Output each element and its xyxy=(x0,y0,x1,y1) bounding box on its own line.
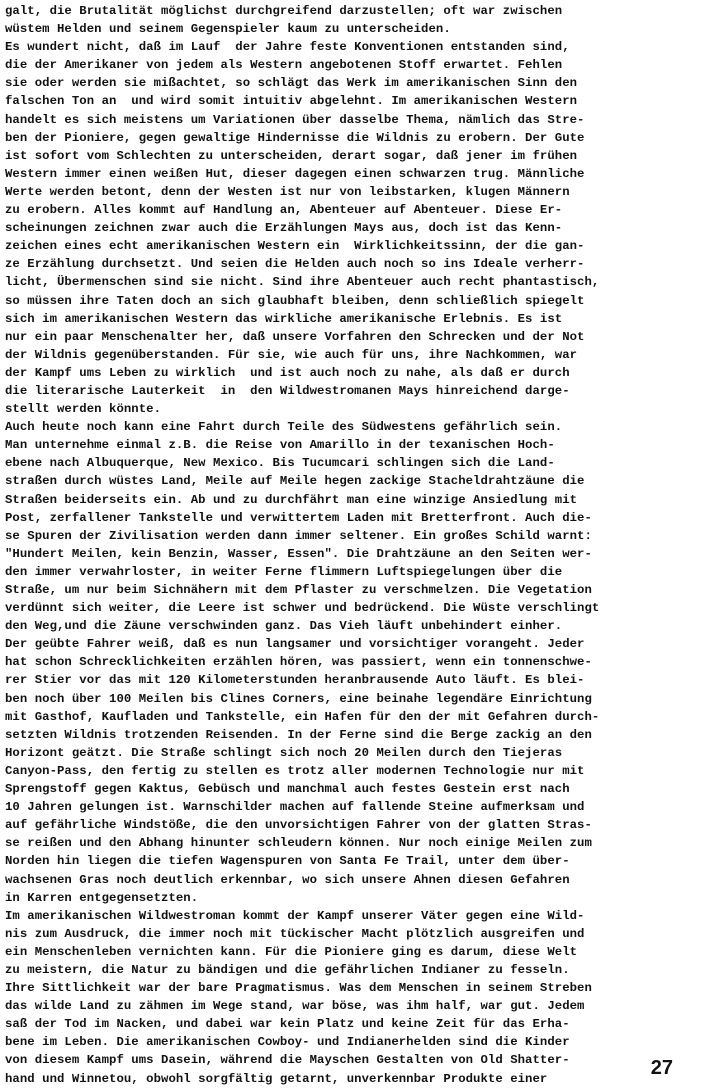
text-line: Der geübte Fahrer weiß, daß es nun langsamer und vorsichtiger vorangeht. Jeder xyxy=(5,637,585,652)
text-line: ze Erzählung durchsetzt. Und seien die Helden auch noch so ins Ideale verherr- xyxy=(5,257,585,272)
text-line: verdünnt sich weiter, die Leere ist schwer und bedrückend. Die Wüste verschlingt xyxy=(5,601,600,616)
text-line: der Wildnis gegenüberstanden. Für sie, wie auch für uns, ihre Nachkommen, war xyxy=(5,347,578,362)
text-line: Horizont geätzt. Die Straße schlingt sich noch 20 Meilen durch den Tiejeras xyxy=(5,745,563,760)
text-line: ebene nach Albuquerque, New Mexico. Bis Tucumcari schlingen sich die Land- xyxy=(5,456,555,471)
text-line: straßen durch wüstes Land, Meile auf Meile hegen zackige Stacheldrahtzäune die xyxy=(5,474,585,489)
text-line: rer Stier vor das mit 120 Kilometerstunden heranbrausende Auto läuft. Es blei- xyxy=(5,673,585,688)
text-line: Man unternehme einmal z.B. die Reise von Amarillo in der texanischen Hoch- xyxy=(5,438,555,453)
text-line: zu meistern, die Natur zu bändigen und die gefährlichen Indianer zu fesseln. xyxy=(5,962,570,977)
text-line: Canyon-Pass, den fertig zu stellen es trotz aller modernen Technologie nur mit xyxy=(5,763,585,778)
text-line: galt, die Brutalität möglichst durchgreifend darzustellen; oft war zwischen xyxy=(5,4,563,18)
text-line: hand und Winnetou, obwohl sorgfältig getarnt, unverkennbar Produkte einer xyxy=(5,1071,548,1086)
text-line: sie oder werden sie mißachtet, so schlägt das Werk im amerikanischen Sinn den xyxy=(5,76,578,91)
text-line: mit Gasthof, Kaufladen und Tankstelle, ein Hafen für den der mit Gefahren durch- xyxy=(5,709,600,724)
text-line: das wilde Land zu zähmen im Wege stand, war böse, was ihm half, war gut. Jedem xyxy=(5,999,585,1014)
body-text xyxy=(5,2,709,1088)
text-line: setzten Wildnis trotzenden Reisenden. In der Ferne sind die Berge zackig an den xyxy=(5,727,592,742)
text-line: bene im Leben. Die amerikanischen Cowboy- und Indianerhelden sind die Kinder xyxy=(5,1035,570,1050)
text-line: den immer verwahrloster, in weiter Ferne flimmern Luftspiegelungen über die xyxy=(5,564,563,579)
text-line: nur ein paar Menschenalter her, daß unsere Vorfahren den Schrecken und der Not xyxy=(5,329,585,344)
text-line: der Kampf ums Leben zu wirklich und ist auch noch zu nahe, als daß er durch xyxy=(5,365,570,380)
text-line: stellt werden könnte. xyxy=(5,402,162,417)
text-line: ben noch über 100 Meilen bis Clines Corners, eine beinahe legendäre Einrichtung xyxy=(5,691,592,706)
text-line: se Spuren der Zivilisation werden dann immer seltener. Ein großes Schild warnt: xyxy=(5,528,592,543)
text-line: Straße, um nur beim Sichnähern mit dem Pflaster zu verschmelzen. Die Vegetation xyxy=(5,583,592,597)
text-line: falschen Ton an und wird somit intuitiv abgelehnt. Im amerikanischen Western xyxy=(5,94,578,109)
text-line: zu erobern. Alles kommt auf Handlung an, Abenteuer auf Abenteuer. Diese Er- xyxy=(5,203,563,218)
text-line: saß der Tod im Nacken, und dabei war kein Platz und keine Zeit für das Erha- xyxy=(5,1017,570,1032)
text-line: die literarische Lauterkeit in den Wildwestromanen Mays hinreichend darge- xyxy=(5,383,570,398)
text-line: zeichen eines echt amerikanischen Western ein Wirklichkeitssinn, der die gan- xyxy=(5,239,585,254)
text-line: Post, zerfallener Tankstelle und verwittertem Laden mit Bretterfront. Auch die- xyxy=(5,510,592,525)
text-line: so müssen ihre Taten doch an sich glaubhaft bleiben, denn schließlich spiegelt xyxy=(5,293,585,308)
text-line: ben der Pioniere, gegen gewaltige Hindernisse die Wildnis zu erobern. Der Gute xyxy=(5,130,585,145)
text-line: se reißen und den Abhang hinunter schleudern können. Nur noch einige Meilen zum xyxy=(5,836,592,851)
text-line: den Weg,und die Zäune verschwinden ganz. Das Vieh läuft unbehindert einher. xyxy=(5,619,563,634)
text-line: licht, Übermenschen sind sie nicht. Sind ihre Abenteuer auch recht phantastisch, xyxy=(5,275,600,290)
text-line: ist sofort vom Schlechten zu unterscheiden, derart sogar, daß jener im frühen xyxy=(5,148,578,163)
page-number: 27 xyxy=(650,1057,673,1079)
text-line: Es wundert nicht, daß im Lauf der Jahre feste Konventionen entstanden sind, xyxy=(5,40,570,55)
text-line: Norden hin liegen die tiefen Wagenspuren von Santa Fe Trail, unter dem über- xyxy=(5,854,570,869)
text-line: handelt es sich meistens um Variationen über dasselbe Thema, nämlich das Stre- xyxy=(5,112,585,127)
text-line: Werte werden betont, denn der Westen ist nur von leibstarken, klugen Männern xyxy=(5,184,570,199)
text-line: Auch heute noch kann eine Fahrt durch Teile des Südwestens gefährlich sein. xyxy=(5,420,563,435)
text-line: wüstem Helden und seinem Gegenspieler kaum zu unterscheiden. xyxy=(5,22,451,37)
text-line: von diesem Kampf ums Dasein, während die Mayschen Gestalten von Old Shatter- xyxy=(5,1053,570,1068)
text-line: in Karren entgegensetzten. xyxy=(5,890,199,905)
text-line: auf gefährliche Windstöße, die den unvorsichtigen Fahrer von der glatten Stras- xyxy=(5,818,592,833)
text-line: scheinungen zeichnen zwar auch die Erzählungen Mays aus, doch ist das Kenn- xyxy=(5,221,563,236)
text-line: sich im amerikanischen Western das wirkliche amerikanische Erlebnis. Es ist xyxy=(5,311,563,326)
text-line: Im amerikanischen Wildwestroman kommt der Kampf unserer Väter gegen eine Wild- xyxy=(5,908,585,923)
text-line: wachsenen Gras noch deutlich erkennbar, wo sich unsere Ahnen diesen Gefahren xyxy=(5,872,570,887)
text-line: die der Amerikaner von jedem als Western angebotenen Stoff erwartet. Fehlen xyxy=(5,58,563,73)
text-line: Ihre Sittlichkeit war der bare Pragmatismus. Was dem Menschen in seinem Streben xyxy=(5,981,592,996)
text-line: Straßen beiderseits ein. Ab und zu durchfährt man eine winzige Ansiedlung mit xyxy=(5,492,578,507)
text-line: Western immer einen weißen Hut, dieser dagegen einen schwarzen trug. Männliche xyxy=(5,166,585,181)
text-line: "Hundert Meilen, kein Benzin, Wasser, Essen". Die Drahtzäune an den Seiten wer- xyxy=(5,546,592,561)
text-line: hat schon Schrecklichkeiten erzählen hören, was passiert, wenn ein tonnenschwe- xyxy=(5,655,592,670)
text-line: ein Menschenleben vernichten kann. Für die Pioniere ging es darum, diese Welt xyxy=(5,944,578,959)
text-line: Sprengstoff gegen Kaktus, Gebüsch und manchmal auch festes Gestein erst nach xyxy=(5,782,570,797)
text-line: nis zum Ausdruck, die immer noch mit tückischer Macht plötzlich ausgreifen und xyxy=(5,926,585,941)
text-line: 10 Jahren gelungen ist. Warnschilder machen auf fallende Steine aufmerksam und xyxy=(5,800,585,815)
